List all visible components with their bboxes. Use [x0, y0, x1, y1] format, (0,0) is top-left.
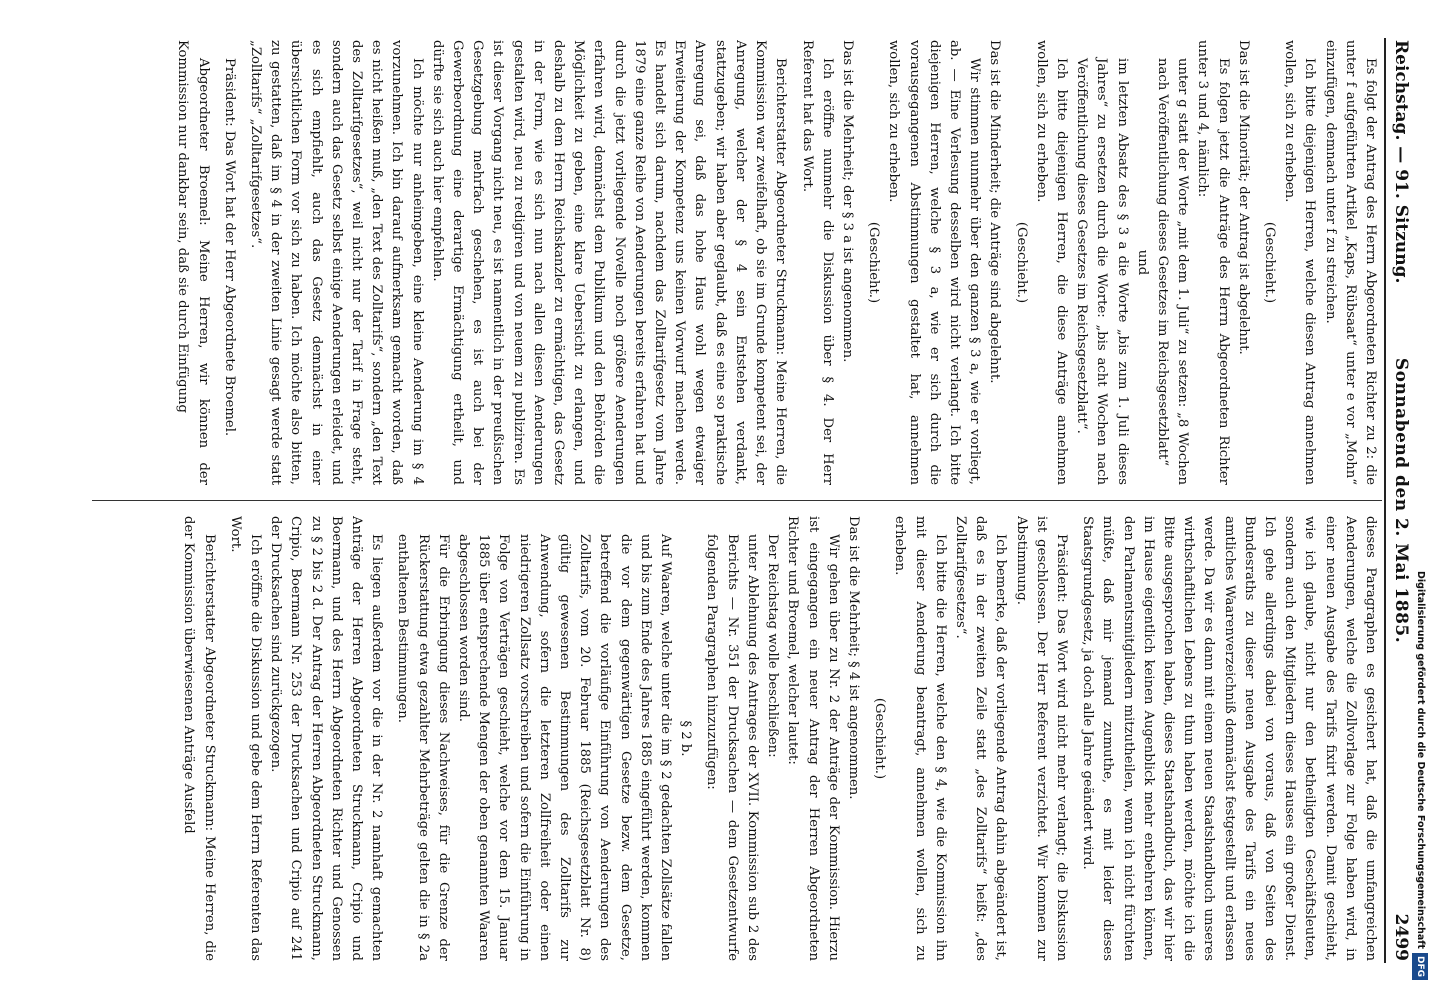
paragraph: § 2 b.	[678, 720, 694, 757]
paragraph: Abgeordneter Broemel: Meine Herren, wir können der Kommission nur dankbar sein, daß sie durch Einfügung	[175, 40, 211, 485]
paragraph: Für die Erbringung dieses Nachweises, für die Grenze der Rückerstattung etwa gezahlter Mehrbeträge gelten die in § 2a enthaltenen Bestimmungen.	[395, 534, 451, 961]
paragraph: Ich möchte nur anheimgeben, eine kleine Aenderung im § 4 vorzunehmen. Ich bin darauf aufmerksam gemacht worden, daß es nicht heißen muß, „den Text des Zolltarifs“, sondern „den Text des Zolltarifgesetzes“, weil nicht nur der Tarif in Frage steht, sondern auch das Gesetz selbst einige Aenderungen erleidet, und es sich empfiehlt, auch das Gesetz demnächst in einer übersichtlichen Form vor sich zu haben. Ich möchte also bitten, zu gestatten, daß im § 4 in der zweiten Linie gesagt werde statt „Zolltarifs“ „Zolltarifgesetzes“.	[248, 40, 425, 485]
paragraph: Ich bemerke, daß der vorliegende Antrag dahin abgeändert ist, daß es in der zweiten Zeile statt „des Zolltarifs“ heißt: „des Zolltarifgesetzes“.	[952, 516, 1009, 961]
paragraph: Wir gehen über zu Nr. 2 der Anträge der Kommission. Hierzu ist eingegangen ein neuer Antrag der Herren Abgeordneten Richter und Broemel, welcher lautet:	[785, 516, 841, 961]
paragraph: Ich bitte diejenigen Herren, die diese Anträge annehmen wollen, sich zu erheben.	[1033, 40, 1069, 485]
right-column	[80, 516, 1380, 961]
page-number: 2499	[1391, 913, 1411, 961]
header-rule	[1384, 38, 1386, 963]
paragraph: Ich bitte die Herren, welche den § 4, wie die Kommission ihn mit dieser Aenderung beantragt, annehmen wollen, sich zu erheben.	[892, 516, 948, 961]
paragraph: (Geschieht.)	[1261, 221, 1277, 304]
left-column	[80, 40, 1380, 485]
paragraph: Das ist die Mehrheit; § 4 ist angenommen.	[845, 516, 861, 800]
paragraph: unter Ablehnung des Antrages der XVII. Kommission sub 2 des Berichts — Nr. 351 der Drucksachen — dem Gesetzentwurfe folgenden Paragraphen hinzuzufügen:	[704, 534, 760, 961]
paragraph: dieses Paragraphen es gesichert hat, daß die umfangreichen Aenderungen, welche die Zollvorlage zur Folge haben wird, in einer neuen Ausgabe des Tarifs fixirt werden. Damit geschieht, wie ich glaube, nicht nur den betheiligten Geschäftsleuten, sondern auch den Mitgliedern dieses Hauses ein großer Dienst. Ich gehe allerdings dabei von voraus, daß von Seiten des Bundesraths zu dieser neuen Ausgabe des Tarifs ein neues amtliches Waarenverzeichniß demnächst festgestellt und erlassen werde. Da wir es dann mit einem neuen Staatshandbuch unseres wirthschaftlichen Lebens zu thun haben werden, möchte ich die Bitte ausgesprochen haben, dieses Staatshandbuch, das wir hier im Hause eigentlich keinen Augenblick mehr entbehren können, den Parlamentsmitgliedern mitzutheilen, wenn ich nicht fürchten müßte, daß mir jemand zumuthe, es mit leider dieses Staatsgrundgesetz, ja doch alle Jahre geändert wird.	[1080, 516, 1378, 961]
paragraph: Auf Waaren, welche unter die im § 2 gedachten Zollsätze fallen und bis zum Ende des Jahres 1885 eingeführt werden, kommen die vor dem gegenwärtigen Gesetze bezw. dem Gesetze, betreffend die vorläufige Einführung von Aenderungen des Zolltarifs, vom 20. Februar 1885 (Reichsgesetzblatt Nr. 8) gültig gewesenen Bestimmungen des Zolltarifs zur Anwendung, sofern die letzteren Zollfreiheit oder einen niedrigeren Zollsatz vorschreiben und sofern die Einführung in Folge von Verträgen geschieht, welche vor dem 15. Januar 1885 über entsprechende Mengen der oben genannten Waaren abgeschlossen worden sind.	[456, 534, 674, 961]
paragraph: Berichterstatter Abgeordneter Struckmann: Meine Herren, die der Kommission überwiesenen Anträge Ausfeld	[181, 516, 217, 961]
rotated-page-content	[58, 30, 1418, 971]
paragraph: Präsident: Das Wort hat der Herr Abgeordnete Broemel.	[221, 58, 237, 437]
paragraph: Das ist die Minderheit; die Anträge sind abgelehnt.	[987, 40, 1003, 384]
paragraph: unter g statt der Worte „mit dem 1. Juli“ zu setzen: „8 Wochen nach Veröffentlichung dieses Gesetzes im Reichsgesetzblatt“	[1154, 58, 1191, 485]
paragraph: (Geschieht.)	[872, 697, 888, 780]
paragraph: Es folgt der Antrag des Herrn Abgeordneten Richter zu 2: die unter f aufgeführten Artikel „Kaps, Rübsaat“ unter e vor „Mohn“ einzufügen, demnach unter f zu streichen.	[1322, 40, 1378, 485]
paragraph: Das ist die Mehrheit; der § 3 a ist angenommen.	[839, 40, 855, 363]
scanned-page	[58, 30, 1418, 971]
paragraph: Berichterstatter Abgeordneter Struckmann: Meine Herren, die Kommission war zweifelhaft, ob sie im Grunde kompetent sei, der Anregung, welcher der § 4 sein Entstehen verdankt, stattzugeben; wir haben aber geglaubt, daß es eine so praktische Anregung sei, daß das hohe Haus wohl wegen etwaiger Erweiterung der Kompetenz uns keinen Vorwurf machen werde. Es handelt sich darum, nachdem das Zolltarifgesetz vom Jahre 1879 eine ganze Reihe von Aenderungen bereits erfahren hat und durch die jetzt vorliegende Novelle noch größere Aenderungen erfahren wird, demnächst dem Publikum und den Behörden die Möglichkeit zu geben, eine klare Uebersicht zu erlangen, und deshalb zu dem Herrn Reichskanzler zu ermächtigen, das Gesetz in der Form, wie es sich nun nach allen diesen Aenderungen gestalten wird, neu zu redigiren und von neuem zu publiziren. Es ist dieser Vorgang nicht neu, es ist namentlich in der preußischen Gesetzgebung mehrfach geschehen, es ist auch bei der Gewerbeordnung eine derartige Ermächtigung ertheilt, und dürfte sie sich auch hier empfehlen.	[429, 40, 789, 485]
header-date: Sonnabend den 2. Mai 1885.	[1391, 357, 1411, 644]
paragraph: Ich eröffne die Diskussion und gebe dem Herrn Referenten das Wort.	[227, 516, 264, 961]
paragraph: Das ist die Minorität; der Antrag ist abgelehnt.	[1235, 40, 1251, 355]
paragraph: Es liegen außerdem vor die in der Nr. 2 namhaft gemachten Anträge der Herren Abgeordneten Struckmann, Cripio und Boermann, und des Herrn Abgeordneten Richter und Genossen zu § 2 bis 2 d. Der Antrag der Herren Abgeordneten Struckmann, Cripio, Boermann Nr. 253 der Drucksachen und Cripio auf 241 der Drucksachen sind zurückgezogen.	[268, 516, 385, 961]
paragraph: im letzten Absatz des § 3 a die Worte „bis zum 1. Juli dieses Jahres“ zu ersetzen durch die Worte: „bis acht Wochen nach Veröffentlichung dieses Gesetzes im Reichsgesetzblatt“.	[1074, 58, 1130, 485]
column-separator	[92, 500, 1382, 501]
digitization-text: Digitalisierung gefördert durch die Deutsche Forschungsgemeinschaft	[1415, 571, 1426, 949]
digitization-note	[1412, 40, 1428, 980]
paragraph: (Geschieht.)	[866, 221, 882, 304]
paragraph: Präsident: Das Wort wird nicht mehr verlangt; die Diskussion ist geschlossen. Der Herr Referent verzichtet. Wir kommen zur Abstimmung.	[1013, 516, 1069, 961]
paragraph: und	[1134, 249, 1150, 276]
paragraph: Wir stimmen nunmehr über den ganzen § 3 a, wie er vorliegt, ab. — Eine Verlesung desselben wird nicht verlangt. Ich bitte diejenigen Herren, welche § 3 a, wie er sich durch die vorausgegangenen Abstimmungen gestaltet hat, annehmen wollen, sich zu erheben.	[886, 40, 983, 485]
dfg-logo: DFG	[1412, 953, 1428, 980]
paragraph: (Geschieht.)	[1013, 221, 1029, 304]
paragraph: Es folgen jetzt die Anträge des Herrn Abgeordneten Richter unter 3 und 4, nämlich:	[1195, 40, 1231, 485]
header-left: Reichstag. — 91. Sitzung.	[1391, 40, 1411, 284]
paragraph: Ich eröffne nunmehr die Diskussion über § 4. Der Herr Referent hat das Wort.	[799, 40, 835, 485]
running-header	[1388, 40, 1414, 961]
paragraph: Der Reichstag wolle beschließen:	[765, 534, 781, 758]
paragraph: Ich bitte diejenigen Herren, welche diesen Antrag annehmen wollen, sich zu erheben.	[1282, 40, 1318, 485]
